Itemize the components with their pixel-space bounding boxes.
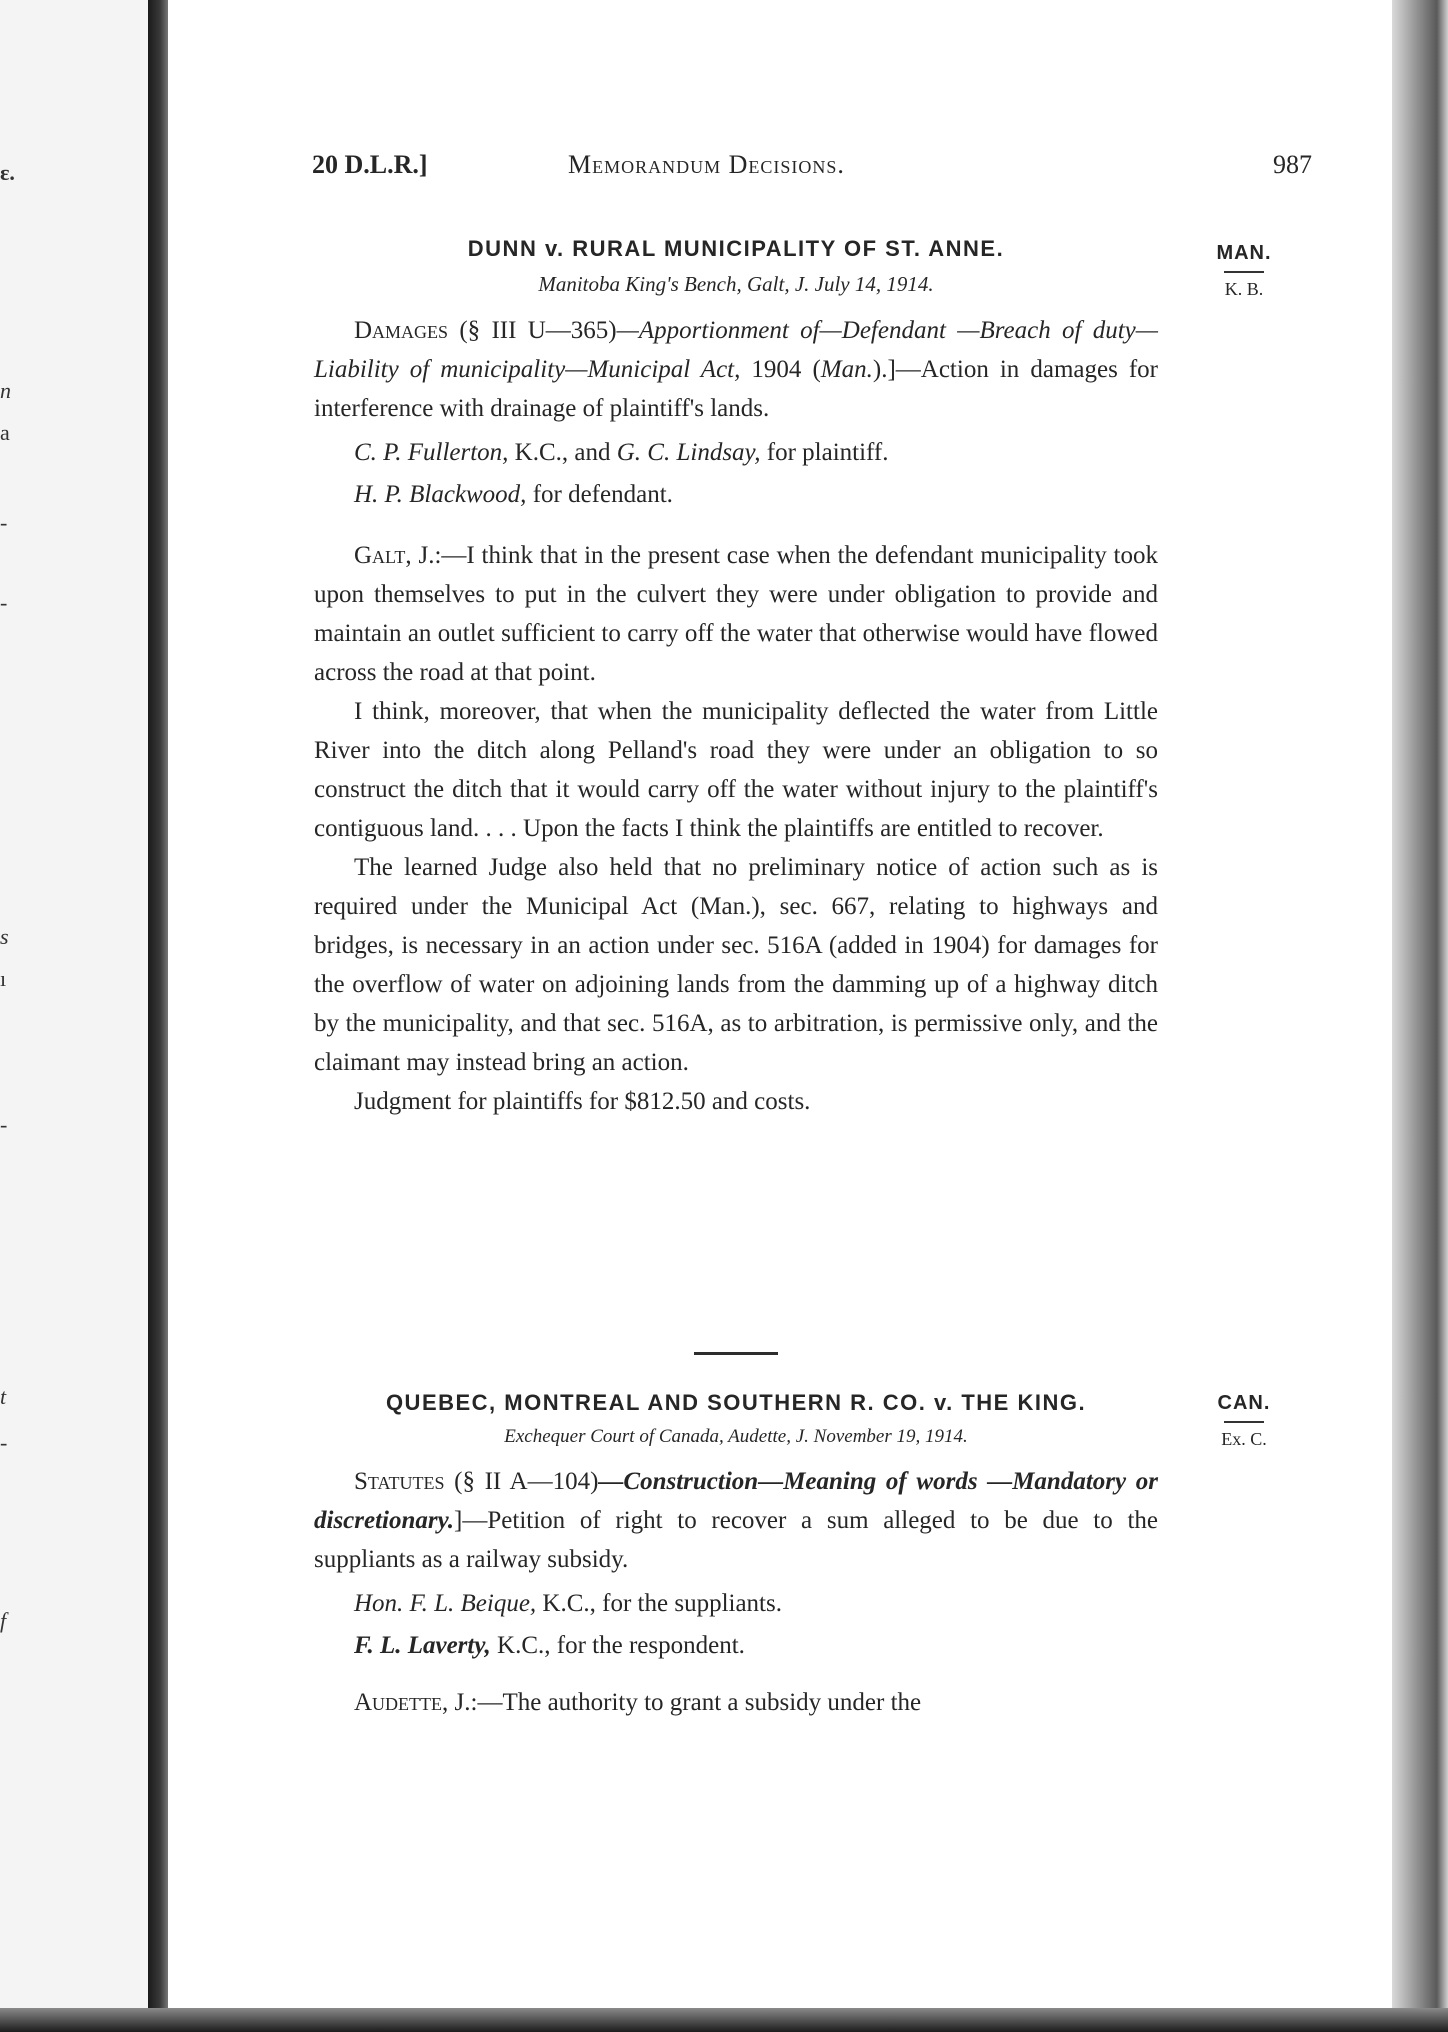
counsel-name: G. C. Lindsay, xyxy=(616,439,761,466)
counsel-role: for defendant. xyxy=(526,481,673,508)
counsel-name: C. P. Fullerton, xyxy=(354,439,509,466)
page-number: 987 xyxy=(1273,150,1312,179)
prev-margin-char: - xyxy=(0,1430,8,1455)
case1-judgment: Judgment for plaintiffs for $812.50 and costs. xyxy=(354,1088,811,1115)
case2-counsel-1 xyxy=(314,1583,1158,1625)
prev-margin-char: ı xyxy=(0,966,7,991)
case1-court-line: Manitoba King's Bench, Galt, J. July 14, 1914. xyxy=(538,272,934,296)
case2-headnote xyxy=(314,1462,1158,1579)
case2-block xyxy=(314,1390,1158,1722)
case1-paragraph-3: The learned Judge also held that no preliminary notice of action such as is required under the Municipal Act (Man.), sec. 667, relating to highways and bridges, is necessary in an action under sec. 516A (added in 1904) for damages for the overflow of water on adjoining lands from the damming up of a highway ditch by the municipality, and that sec. 516A, as to arbitration, is permissive only, and the claimant may instead bring an action. xyxy=(314,854,1158,1076)
headnote-ref: (§ II A—104) xyxy=(444,1468,599,1495)
section-title: Memorandum Decisions. xyxy=(568,150,845,179)
page-edge-bottom xyxy=(0,2008,1448,2032)
headnote-man: Man. xyxy=(820,356,873,383)
case2-margin-province: CAN. xyxy=(1217,1392,1271,1414)
counsel-role: K.C., for the respondent. xyxy=(490,1632,745,1659)
case1-margin-court: K. B. xyxy=(1224,279,1264,299)
case2-court-line: Exchequer Court of Canada, Audette, J. November 19, 1914. xyxy=(504,1426,968,1447)
counsel-name: Hon. F. L. Beique, xyxy=(354,1590,537,1617)
case2-title: QUEBEC, MONTREAL AND SOUTHERN R. CO. v. THE KING. xyxy=(385,1390,1087,1415)
case2-margin-court: Ex. C. xyxy=(1221,1429,1267,1449)
case1-margin-tag xyxy=(1204,242,1284,300)
counsel-role: K.C., and xyxy=(508,439,617,466)
headnote-italic: —Construction—Meaning of words —Mandatory or discretionary. xyxy=(314,1468,1158,1534)
case1-headnote xyxy=(314,311,1158,428)
headnote-lead: Damages xyxy=(354,317,449,344)
case-separator-rule xyxy=(694,1352,778,1355)
headnote-year: 1904 ( xyxy=(740,356,821,383)
headnote-ref: (§ III U—365) xyxy=(448,317,617,344)
book-gutter xyxy=(148,0,168,2032)
margin-rule xyxy=(1224,271,1264,273)
previous-page-margin xyxy=(0,0,148,2032)
running-head xyxy=(312,150,1312,190)
counsel-role: for plaintiff. xyxy=(760,439,889,466)
prev-margin-char: - xyxy=(0,1112,8,1137)
margin-rule xyxy=(1224,1421,1264,1423)
case1-block xyxy=(314,236,1158,1121)
volume-reference: 20 D.L.R.] xyxy=(312,150,428,179)
case1-margin-province: MAN. xyxy=(1216,242,1272,264)
prev-margin-char: - xyxy=(0,510,8,535)
prev-margin-char: n xyxy=(0,378,11,403)
prev-margin-char: a xyxy=(0,420,10,445)
headnote-italic: —Apportionment of—Defendant —Breach of duty—Liability of municipality—Municipal Act, xyxy=(314,317,1158,383)
case1-title: DUNN v. RURAL MUNICIPALITY OF ST. ANNE. xyxy=(467,236,1005,261)
headnote-lead: Statutes xyxy=(354,1468,445,1495)
case1-paragraph-2: I think, moreover, that when the municipality deflected the water from Little River into the ditch along Pelland's road they were under an obligation to so construct the ditch that it would carry off the water without injury to the plaintiff's contiguous land. . . . Upon the facts I think the plaintiffs are entitled to recover. xyxy=(314,698,1158,842)
prev-margin-char: ɛ. xyxy=(0,160,15,185)
judge-name: Galt, J. xyxy=(354,542,435,569)
prev-margin-char: - xyxy=(0,590,8,615)
case1-counsel-2 xyxy=(314,474,1158,516)
counsel-role: K.C., for the suppliants. xyxy=(536,1590,782,1617)
judge-name: Audette, J. xyxy=(354,1689,471,1716)
counsel-name: H. P. Blackwood, xyxy=(354,481,527,508)
opinion-text: :—The authority to grant a subsidy under the xyxy=(470,1689,922,1716)
counsel-name: F. L. Laverty, xyxy=(354,1632,491,1659)
page-edge-right xyxy=(1392,0,1448,2032)
case2-margin-tag xyxy=(1204,1392,1284,1450)
prev-margin-char: f xyxy=(0,1608,7,1633)
headnote-rest: ).]—Action in damages for interference with drainage of plaintiff's lands. xyxy=(314,356,1158,422)
case1-opinion xyxy=(314,536,1158,692)
prev-margin-char: t xyxy=(0,1384,7,1409)
case2-counsel-2 xyxy=(314,1625,1158,1667)
case1-counsel-1 xyxy=(314,432,1158,474)
prev-margin-char: s xyxy=(0,924,9,949)
headnote-rest: ]—Petition of right to recover a sum alleged to be due to the suppliants as a railway subsidy. xyxy=(314,1507,1158,1573)
opinion-text: :—I think that in the present case when the defendant municipality took upon themselves to put in the culvert they were under obligation to provide and maintain an outlet sufficient to carry off the water that otherwise would have flowed across the road at that point. xyxy=(314,542,1158,686)
case2-opinion xyxy=(314,1683,1158,1722)
